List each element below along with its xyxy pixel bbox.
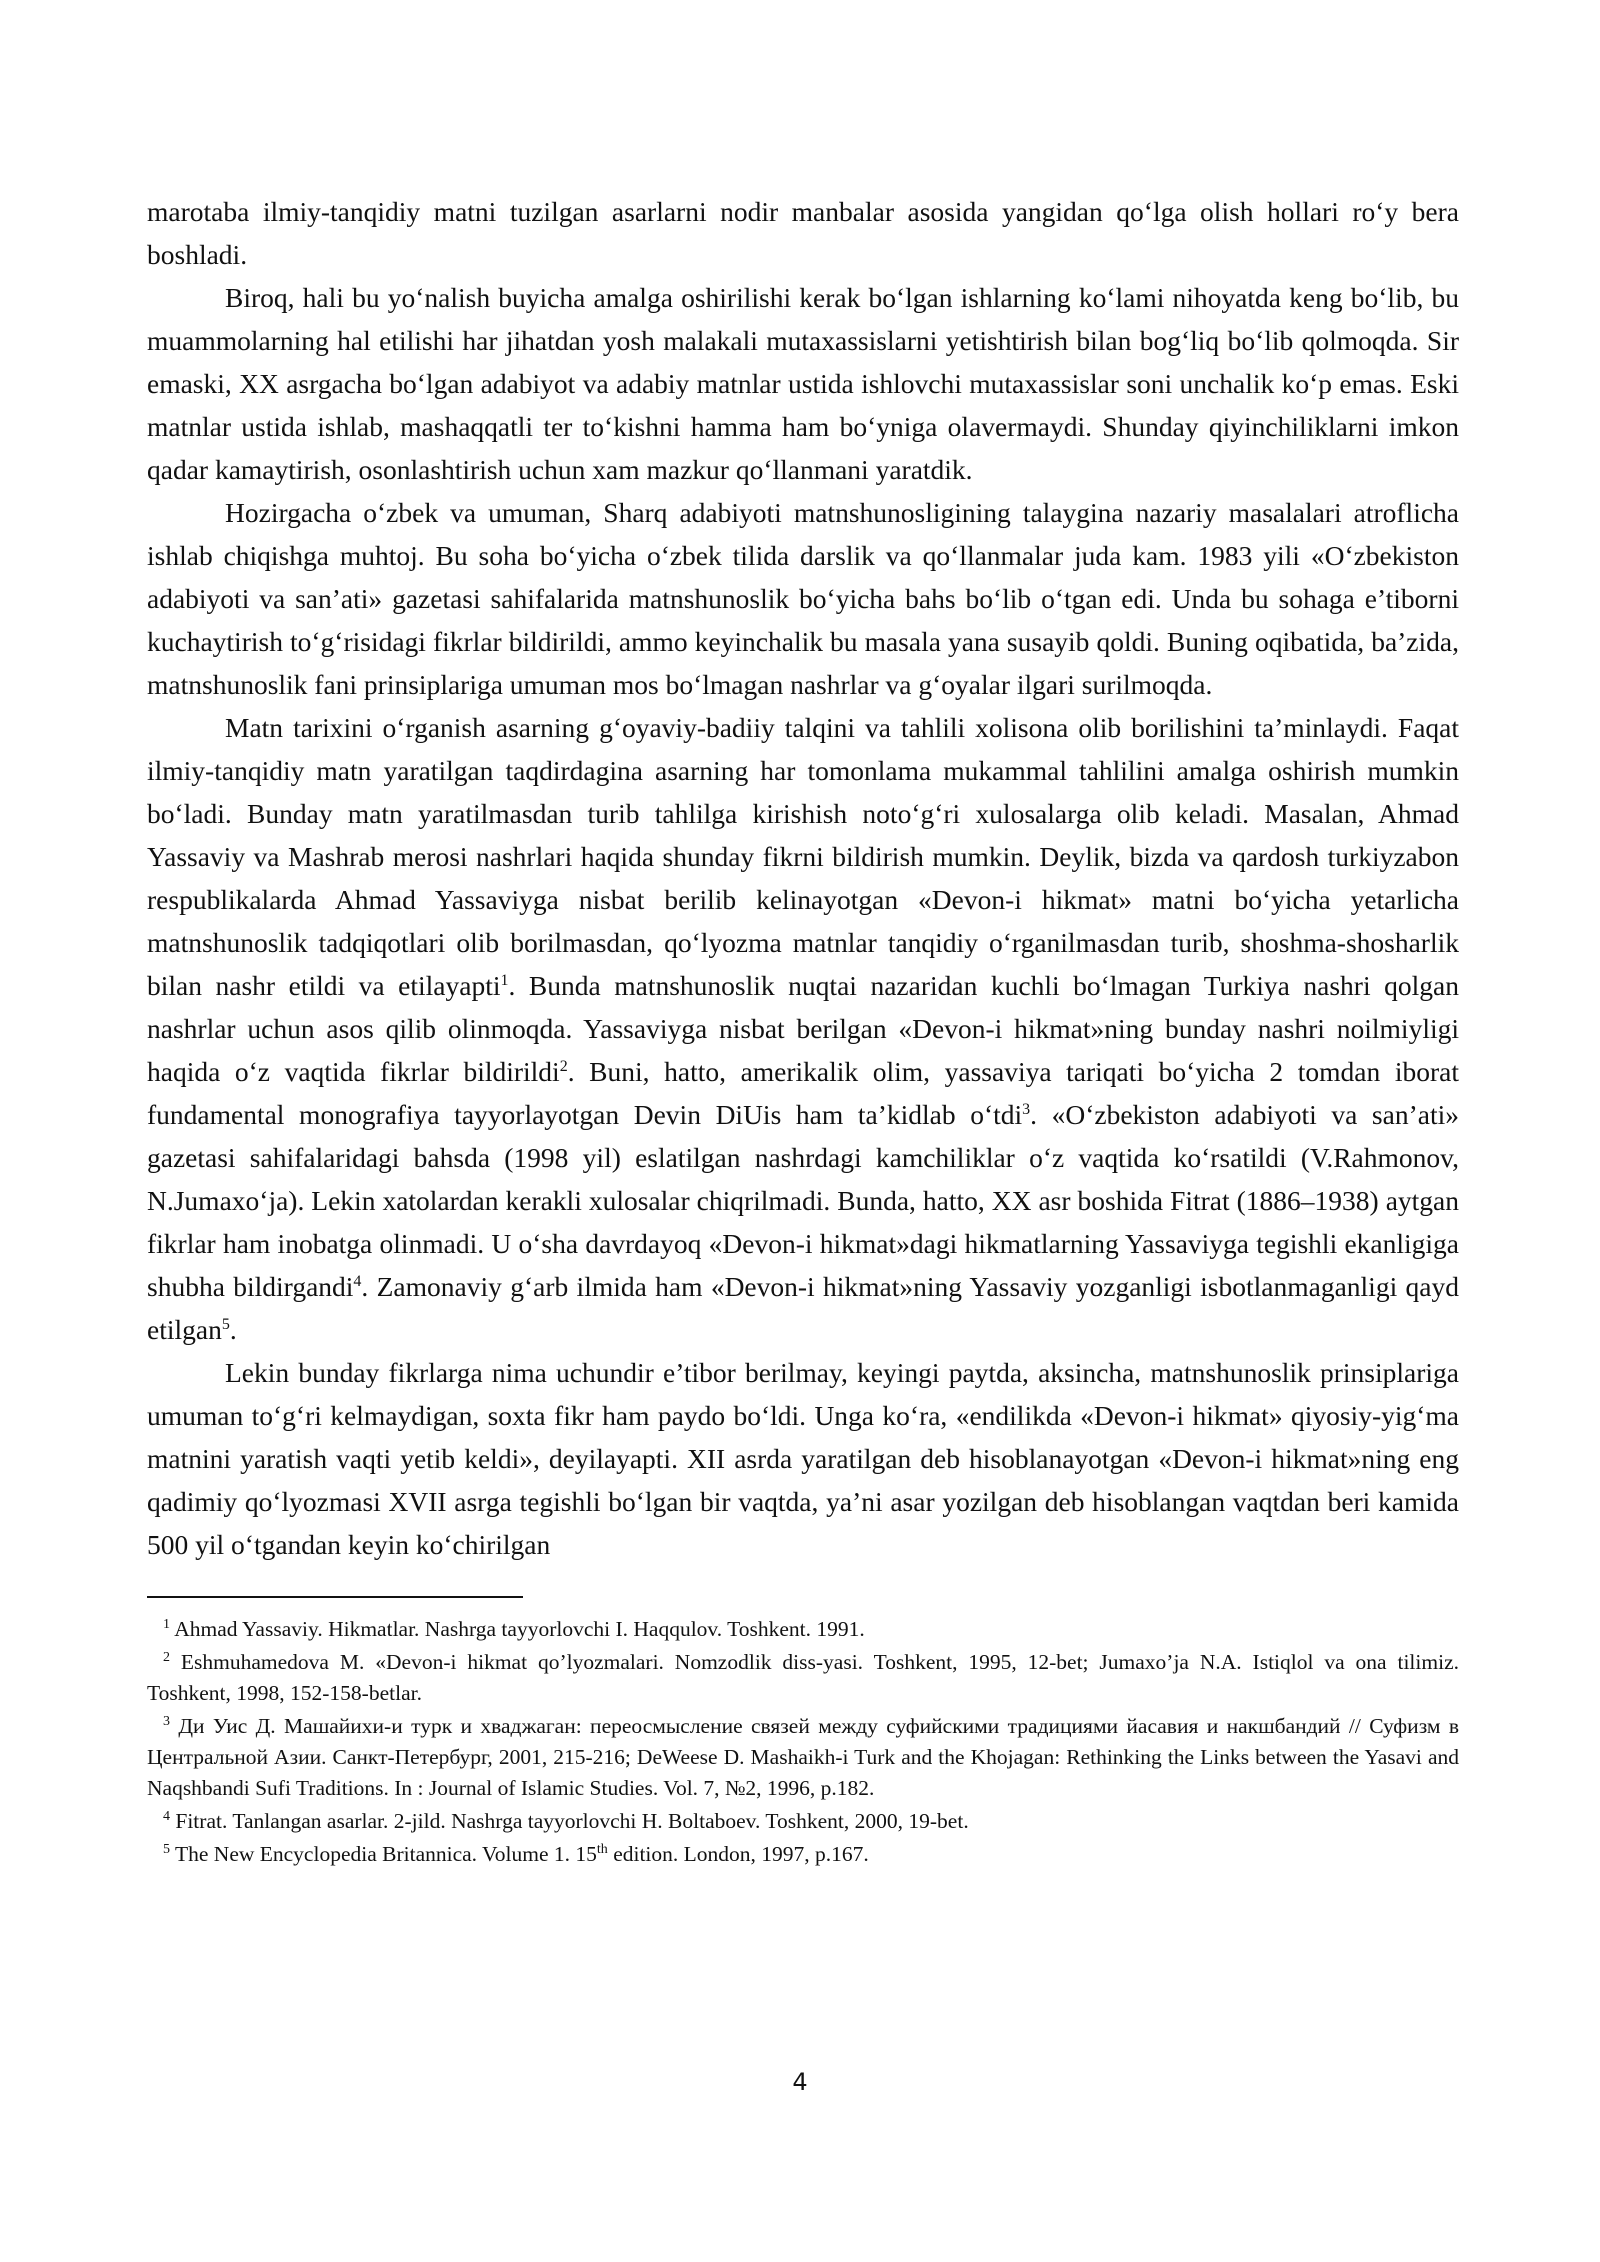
body-paragraph: [147, 491, 1459, 706]
text-run: Hozirgacha o‘zbek va umuman, Sharq adabiyoti matnshunosligining talaygina nazariy masalalari atroflicha ishlab chiqishga muhtoj. Bu soha bo‘yicha o‘zbek tilida darslik va qo‘llanmalar juda kam. 1983 yili «O‘zbekiston adabiyoti va san’ati» gazetasi sahifalarida matnshunoslik bo‘yicha bahs bo‘lib o‘tgan edi. Unda bu sohaga e’tiborni kuchaytirish to‘g‘risidagi fikrlar bildirildi, ammo keyinchalik bu masala yana susayib qoldi. Buning oqibatida, ba’zida, matnshunoslik fani prinsiplariga umuman mos bo‘lmagan nashrlar va g‘oyalar ilgari surilmoqda.: [147, 497, 1459, 700]
body-paragraph: [147, 190, 1459, 276]
text-run: . Bunda matnshunoslik nuqtai nazaridan kuchli bo‘lmagan Turkiya nashri qolgan nashrlar uchun asos qilib olinmoqda. Yassaviyga nisbat berilgan «Devon-i hikmat»ning bunday nashri noilmiyligi haqida o‘z vaqtida fikrlar bildirildi: [147, 970, 1459, 1087]
page-number: 4: [792, 2068, 808, 2096]
footnote: [147, 1806, 1459, 1837]
text-run: . Zamonaviy g‘arb ilmida ham «Devon-i hikmat»ning Yassaviy yozganligi isbotlanmaganligi qayd etilgan: [147, 1271, 1459, 1345]
text-run: . Buni, hatto, amerikalik olim, yassaviya tariqati bo‘yicha 2 tomdan iborat fundamental monografiya tayyorlayotgan Devin DiUis ham ta’kidlab o‘tdi: [147, 1056, 1459, 1130]
text-run: Biroq, hali bu yo‘nalish buyicha amalga oshirilishi kerak bo‘lgan ishlarning ko‘lami nihoyatda keng bo‘lib, bu muammolarning hal etilishi har jihatdan yosh malakali mutaxassislarni yetishtirish bilan bog‘liq bo‘lib qolmoqda. Sir emaski, XX asrgacha bo‘lgan adabiyot va adabiy matnlar ustida ishlovchi mutaxassislar soni unchalik ko‘p emas. Eski matnlar ustida ishlab, mashaqqatli ter to‘kishni hamma ham bo‘yniga olavermaydi. Shunday qiyinchiliklarni imkon qadar kamaytirish, osonlashtirish uchun xam mazkur qo‘llanmani yaratdik.: [147, 282, 1459, 485]
footnote-ref: 5: [163, 1841, 170, 1857]
footnote-ref: 2: [163, 1649, 170, 1665]
footnote-ref: 5: [221, 1315, 230, 1333]
footnote-ref: 3: [1022, 1100, 1031, 1118]
footnote-ref: th: [596, 1841, 608, 1857]
text-run: .: [229, 1314, 237, 1345]
footnote: [147, 1711, 1459, 1804]
footnote-ref: 1: [163, 1616, 170, 1632]
footnote-ref: 1: [500, 971, 509, 989]
body-paragraph: [147, 706, 1459, 1351]
footnote-separator: [147, 1596, 523, 1598]
footnote: [147, 1614, 1459, 1645]
footnotes: [147, 1614, 1459, 1870]
footnote-ref: 3: [163, 1713, 170, 1729]
text-run: Lekin bunday fikrlarga nima uchundir e’tibor berilmay, keyingi paytda, aksincha, matnshunoslik prinsiplariga umuman to‘g‘ri kelmaydigan, soxta fikr ham paydo bo‘ldi. Unga ko‘ra, «endilikda «Devon-i hikmat» qiyosiy-yig‘ma matnini yaratish vaqti yetib keldi», deyilayapti. XII asrda yaratilgan deb hisoblanayotgan «Devon-i hikmat»ning eng qadimiy qo‘lyozmasi XVII asrga tegishli bo‘lgan bir vaqtda, ya’ni asar yozilgan deb hisoblangan vaqtdan beri kamida 500 yil o‘tgandan keyin ko‘chirilgan: [147, 1357, 1459, 1560]
footnote: [147, 1647, 1459, 1709]
text-run: The New Encyclopedia Britannica. Volume 1. 15: [170, 1842, 597, 1866]
document-page: [147, 190, 1459, 1870]
footnote-ref: 4: [353, 1272, 362, 1290]
footnote-ref: 4: [163, 1808, 170, 1824]
text-run: Fitrat. Tanlangan asarlar. 2-jild. Nashrga tayyorlovchi H. Boltaboev. Toshkent, 2000, 19-bet.: [170, 1809, 969, 1833]
text-run: Eshmuhamedova M. «Devon-i hikmat qo’lyozmalari. Nomzodlik diss-yasi. Toshkent, 1995, 12-bet; Jumaxo’ja N.A. Istiqlol va ona tilimiz. Toshkent, 1998, 152-158-betlar.: [147, 1650, 1459, 1705]
body-paragraph: [147, 1351, 1459, 1566]
body-paragraph: [147, 276, 1459, 491]
footnote: [147, 1839, 1459, 1870]
text-run: Matn tarixini o‘rganish asarning g‘oyaviy-badiiy talqini va tahlili xolisona olib borilishini ta’minlaydi. Faqat ilmiy-tanqidiy matn yaratilgan taqdirdagina asarning har tomonlama mukammal tahlilini amalga oshirish mumkin bo‘ladi. Bunday matn yaratilmasdan turib tahlilga kirishish noto‘g‘ri xulosalarga olib keladi. Masalan, Ahmad Yassaviy va Mashrab merosi nashrlari haqida shunday fikrni bildirish mumkin. Deylik, bizda va qardosh turkiyzabon respublikalarda Ahmad Yassaviyga nisbat berilib kelinayotgan «Devon-i hikmat» matni bo‘yicha yetarlicha matnshunoslik tadqiqotlari olib borilmasdan, qo‘lyozma matnlar tanqidiy o‘rganilmasdan turib, shoshma-shosharlik bilan nashr etildi va etilayapti: [147, 712, 1459, 1001]
text-run: marotaba ilmiy-tanqidiy matni tuzilgan asarlarni nodir manbalar asosida yangidan qo‘lga olish hollari ro‘y bera boshladi.: [147, 196, 1459, 270]
text-run: . «O‘zbekiston adabiyoti va san’ati» gazetasi sahifalaridagi bahsda (1998 yil) eslatilgan nashrdagi kamchiliklar o‘z vaqtida ko‘rsatildi (V.Rahmonov, N.Jumaxo‘ja). Lekin xatolardan kerakli xulosalar chiqrilmadi. Bunda, hatto, XX asr boshida Fitrat (1886–1938) aytgan fikrlar ham inobatga olinmadi. U o‘sha davrdayoq «Devon-i hikmat»dagi hikmatlarning Yassaviyga tegishli ekanligiga shubha bildirgandi: [147, 1099, 1459, 1302]
text-run: Ди Уис Д. Машайихи-и турк и хваджаган: переосмысление связей между суфийскими традициями йасавия и накшбандий // Суфизм в Центральной Азии. Санкт-Петербург, 2001, 215-216; DeWeese D. Mashaikh-i Turk and the Khojagan: Rethinking the Links between the Yasavi and Naqshbandi Sufi Traditions. In : Journal of Islamic Studies. Vol. 7, №2, 1996, p.182.: [147, 1714, 1459, 1800]
text-run: Ahmad Yassaviy. Hikmatlar. Nashrga tayyorlovchi I. Haqqulov. Toshkent. 1991.: [170, 1617, 865, 1641]
footnote-ref: 2: [559, 1057, 568, 1075]
body-text: [147, 190, 1459, 1566]
text-run: edition. London, 1997, p.167.: [607, 1842, 869, 1866]
